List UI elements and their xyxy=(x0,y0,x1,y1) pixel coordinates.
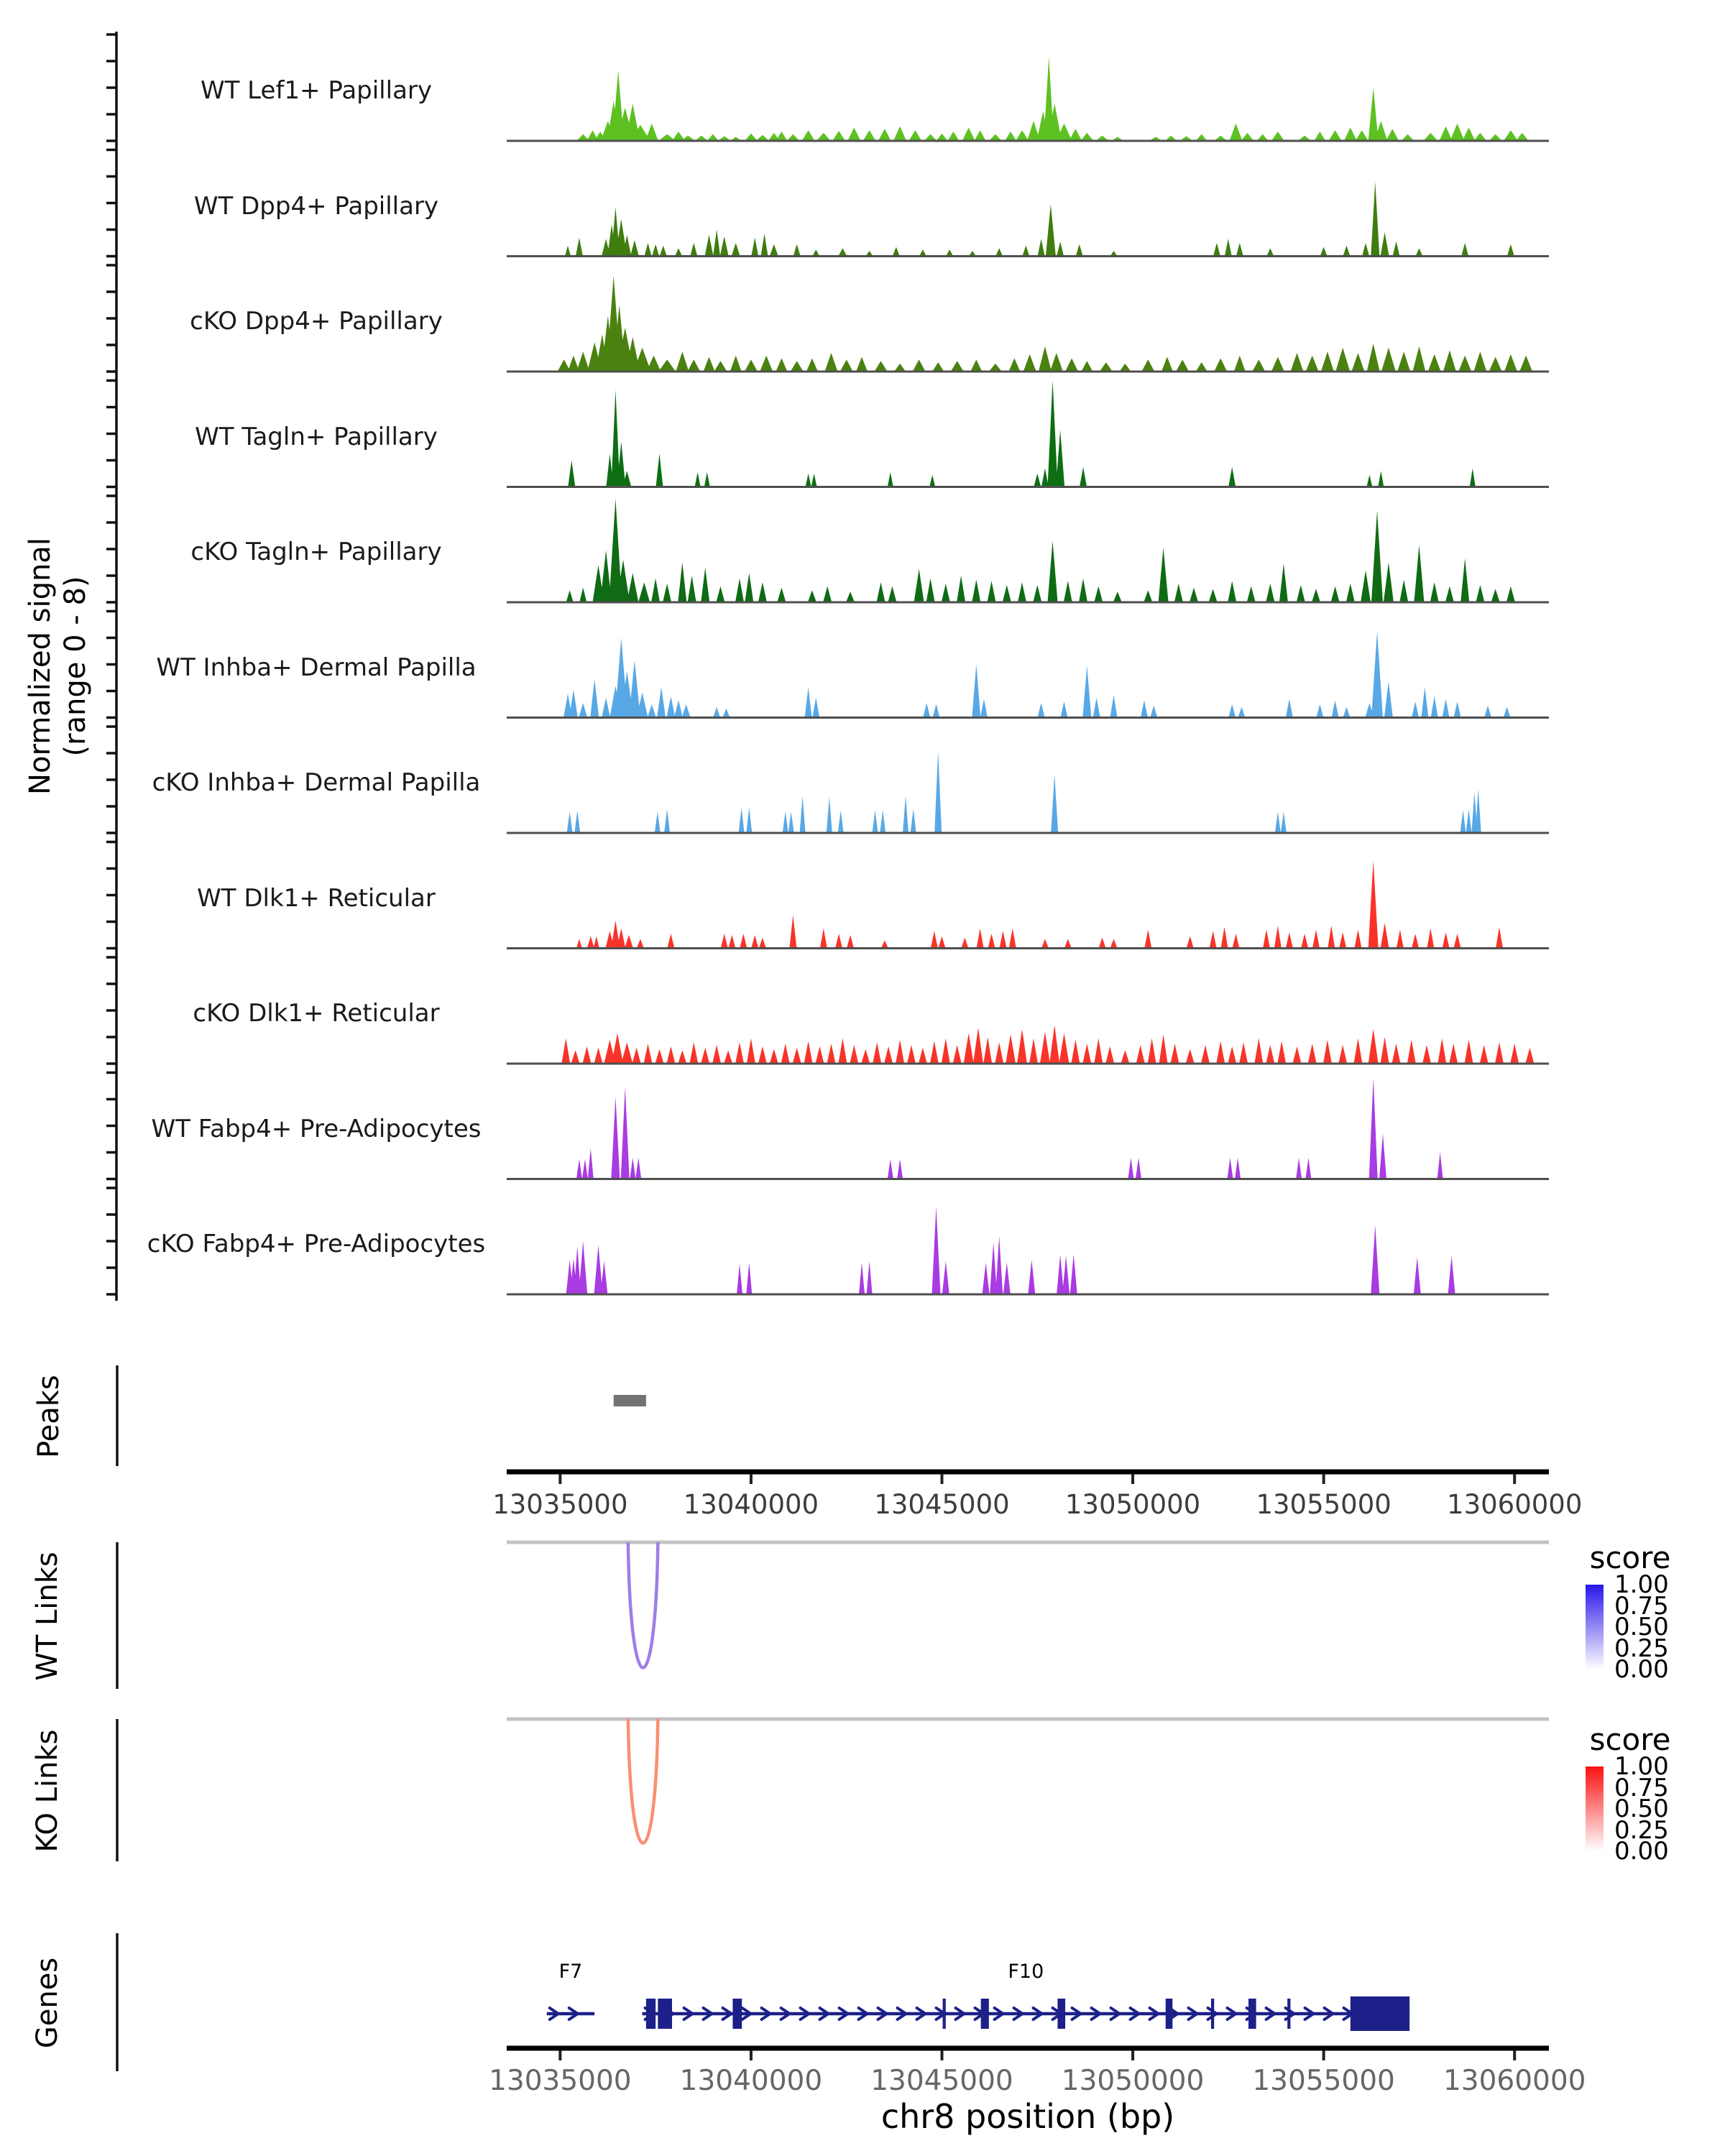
signal-area xyxy=(507,1078,1549,1179)
exon xyxy=(943,1999,946,2029)
exon xyxy=(1248,1999,1256,2029)
track-label: cKO Dpp4+ Papillary xyxy=(190,307,443,336)
wt-score-gradient xyxy=(1586,1585,1604,1669)
signal-area xyxy=(507,1207,1549,1294)
coverage-track xyxy=(507,860,1549,948)
exon xyxy=(1287,1999,1290,2029)
wt-legend-title: score xyxy=(1589,1540,1671,1575)
track-label: WT Inhba+ Dermal Papilla xyxy=(156,653,477,682)
coverage-track xyxy=(507,750,1549,833)
coverage-track xyxy=(507,1207,1549,1294)
genomic-tick-label: 13045000 xyxy=(874,1489,1010,1520)
genomic-tick-label: 13045000 xyxy=(870,2065,1013,2097)
coverage-track xyxy=(507,276,1549,372)
genomic-tick-label: 13040000 xyxy=(679,2065,823,2097)
signal-area xyxy=(507,1025,1549,1064)
genomic-tick-label: 13035000 xyxy=(492,1489,628,1520)
exon xyxy=(732,1999,742,2029)
signal-area xyxy=(507,499,1549,602)
genomic-tick-label: 13055000 xyxy=(1252,2065,1395,2097)
track-label: cKO Dlk1+ Reticular xyxy=(193,999,440,1028)
coverage-track xyxy=(507,1078,1549,1179)
track-label: cKO Fabp4+ Pre-Adipocytes xyxy=(147,1230,486,1258)
track-label: cKO Tagln+ Papillary xyxy=(190,538,442,566)
peak-region xyxy=(614,1395,646,1406)
y-axis-label xyxy=(23,393,95,939)
genes-section-label: Genes xyxy=(31,1957,64,2049)
legend-tick-label: 0.25 xyxy=(1614,1634,1669,1663)
y-axis-label-line2: (range 0 - 8) xyxy=(59,576,92,757)
gene-name-label: F10 xyxy=(1008,1961,1044,1983)
coverage-track xyxy=(507,381,1549,487)
legend-tick-label: 0.00 xyxy=(1614,1655,1669,1684)
signal-area xyxy=(507,57,1549,142)
gene-model xyxy=(547,1961,594,2019)
ko-link-arc xyxy=(628,1719,658,1843)
signal-area xyxy=(507,182,1549,257)
exon xyxy=(1057,1999,1065,2029)
genomic-tick-label: 13050000 xyxy=(1064,1489,1201,1520)
wt-links-section-label: WT Links xyxy=(31,1552,64,1681)
signal-area xyxy=(507,276,1549,372)
genomic-tick-label: 13060000 xyxy=(1447,1489,1583,1520)
genomic-tick-label: 13055000 xyxy=(1256,1489,1392,1520)
coverage-track xyxy=(507,499,1549,602)
signal-area xyxy=(507,381,1549,487)
track-label: cKO Inhba+ Dermal Papilla xyxy=(152,768,481,797)
genomic-tick-label: 13060000 xyxy=(1443,2065,1586,2097)
legend-tick-label: 0.75 xyxy=(1614,1773,1669,1802)
track-label: WT Dpp4+ Papillary xyxy=(193,191,439,221)
coverage-track xyxy=(507,1025,1549,1064)
track-label: WT Fabp4+ Pre-Adipocytes xyxy=(151,1114,482,1143)
legend-tick-label: 0.50 xyxy=(1614,1613,1669,1641)
gene-name-label: F7 xyxy=(558,1961,583,1983)
coverage-track xyxy=(507,182,1549,257)
ko-links-score-legend xyxy=(1580,1722,1702,1873)
legend-tick-label: 1.00 xyxy=(1614,1752,1669,1781)
legend-tick-label: 0.75 xyxy=(1614,1591,1669,1621)
legend-tick-label: 0.25 xyxy=(1614,1815,1669,1845)
ko-legend-title: score xyxy=(1589,1722,1671,1757)
x-axis-title: chr8 position (bp) xyxy=(880,2097,1175,2136)
coverage-track xyxy=(507,57,1549,142)
coverage-track xyxy=(507,631,1549,717)
legend-tick-label: 0.50 xyxy=(1614,1795,1669,1823)
genomic-tick-label: 13035000 xyxy=(489,2065,632,2097)
wt-links-score-legend xyxy=(1580,1540,1702,1691)
legend-tick-label: 0.00 xyxy=(1614,1837,1669,1866)
exon xyxy=(646,1999,656,2029)
track-label: WT Lef1+ Papillary xyxy=(200,76,433,105)
legend-tick-label: 1.00 xyxy=(1614,1570,1669,1599)
signal-area xyxy=(507,631,1549,717)
ko-links-section-label: KO Links xyxy=(31,1729,64,1853)
exon xyxy=(1211,1999,1214,2029)
y-axis-label-line1: Normalized signal xyxy=(24,538,57,795)
exon xyxy=(981,1999,989,2029)
signal-area xyxy=(507,860,1549,948)
wt-link-arc xyxy=(628,1542,658,1668)
peaks-section-label: Peaks xyxy=(32,1375,65,1458)
exon xyxy=(1166,1999,1173,2029)
gene-model xyxy=(643,1961,1410,2031)
ko-score-gradient xyxy=(1586,1766,1604,1851)
track-label: WT Tagln+ Papillary xyxy=(195,422,438,451)
track-label: WT Dlk1+ Reticular xyxy=(197,883,436,913)
genomic-tick-label: 13040000 xyxy=(683,1489,819,1520)
signal-area xyxy=(507,750,1549,833)
exon xyxy=(658,1999,672,2029)
utr-box xyxy=(1351,1996,1409,2031)
genomic-tick-label: 13050000 xyxy=(1061,2065,1205,2097)
